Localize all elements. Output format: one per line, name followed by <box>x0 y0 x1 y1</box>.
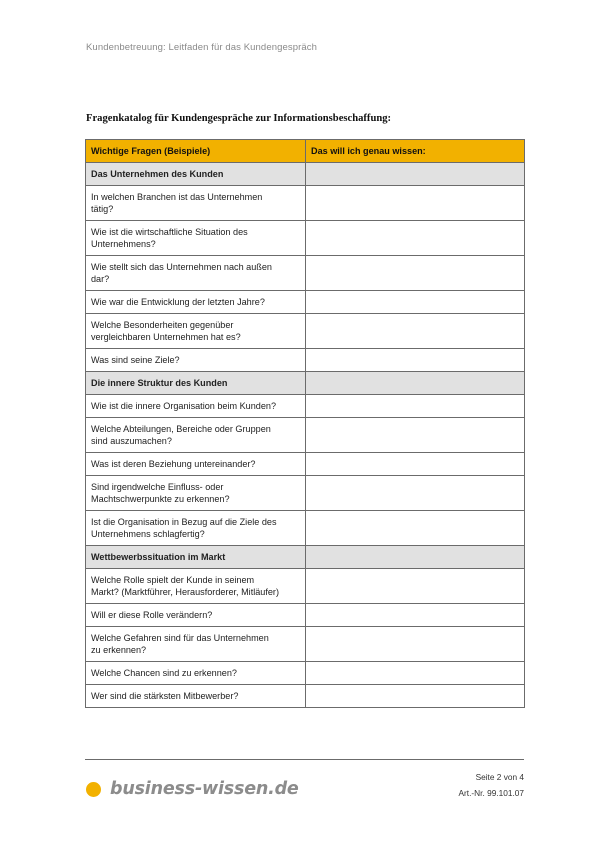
question-row <box>86 395 525 418</box>
question-row <box>86 627 525 662</box>
question-text: Was ist deren Beziehung untereinander? <box>86 453 306 476</box>
section-heading: Das Unternehmen des Kunden <box>86 163 306 186</box>
question-row <box>86 256 525 291</box>
question-text: Wie war die Entwicklung der letzten Jahre? <box>86 291 306 314</box>
answer-cell[interactable] <box>306 186 525 221</box>
article-number: Art.-Nr. 99.101.07 <box>458 788 524 798</box>
question-row <box>86 186 525 221</box>
question-text: Wie ist die innere Organisation beim Kunden? <box>86 395 306 418</box>
answer-cell[interactable] <box>306 418 525 453</box>
question-row <box>86 453 525 476</box>
logo-dot-icon <box>86 782 101 797</box>
answer-cell[interactable] <box>306 685 525 708</box>
section-row <box>86 372 525 395</box>
question-row <box>86 569 525 604</box>
section-heading: Wettbewerbssituation im Markt <box>86 546 306 569</box>
question-text: Wie ist die wirtschaftliche Situation des Unternehmens? <box>86 221 306 256</box>
answer-cell[interactable] <box>306 476 525 511</box>
question-text: Welche Chancen sind zu erkennen? <box>86 662 306 685</box>
question-text: Welche Besonderheiten gegenüber vergleichbaren Unternehmen hat es? <box>86 314 306 349</box>
question-text: Wie stellt sich das Unternehmen nach außen dar? <box>86 256 306 291</box>
question-row <box>86 685 525 708</box>
question-text: Was sind seine Ziele? <box>86 349 306 372</box>
question-row <box>86 221 525 256</box>
question-text: Ist die Organisation in Bezug auf die Ziele des Unternehmens schlagfertig? <box>86 511 306 546</box>
answer-cell[interactable] <box>306 662 525 685</box>
answer-cell[interactable] <box>306 569 525 604</box>
column-header-questions: Wichtige Fragen (Beispiele) <box>86 140 306 163</box>
question-text: Welche Gefahren sind für das Unternehmen zu erkennen? <box>86 627 306 662</box>
question-text: Will er diese Rolle verändern? <box>86 604 306 627</box>
answer-cell[interactable] <box>306 627 525 662</box>
section-answer-cell <box>306 546 525 569</box>
answer-cell[interactable] <box>306 221 525 256</box>
question-row <box>86 662 525 685</box>
question-text: In welchen Branchen ist das Unternehmen tätig? <box>86 186 306 221</box>
running-header: Kundenbetreuung: Leitfaden für das Kundengespräch <box>86 42 317 53</box>
question-row <box>86 291 525 314</box>
column-header-answers: Das will ich genau wissen: <box>306 140 525 163</box>
answer-cell[interactable] <box>306 256 525 291</box>
section-heading: Die innere Struktur des Kunden <box>86 372 306 395</box>
brand-logo <box>86 778 299 800</box>
question-row <box>86 418 525 453</box>
answer-cell[interactable] <box>306 291 525 314</box>
question-row <box>86 349 525 372</box>
question-row <box>86 476 525 511</box>
question-text: Welche Rolle spielt der Kunde in seinem Markt? (Marktführer, Herausforderer, Mitläufer) <box>86 569 306 604</box>
question-text: Welche Abteilungen, Bereiche oder Gruppen sind auszumachen? <box>86 418 306 453</box>
section-row <box>86 163 525 186</box>
section-answer-cell <box>306 163 525 186</box>
document-title: Fragenkatalog für Kundengespräche zur Informationsbeschaffung: <box>86 113 392 124</box>
answer-cell[interactable] <box>306 511 525 546</box>
question-row <box>86 511 525 546</box>
question-row <box>86 604 525 627</box>
question-row <box>86 314 525 349</box>
section-row <box>86 546 525 569</box>
question-catalog-table <box>85 139 525 708</box>
table-body <box>86 163 525 708</box>
question-text: Sind irgendwelche Einfluss- oder Machtschwerpunkte zu erkennen? <box>86 476 306 511</box>
page-number: Seite 2 von 4 <box>475 772 524 782</box>
answer-cell[interactable] <box>306 349 525 372</box>
footer-divider <box>85 759 524 760</box>
logo-wordmark: business-wissen.de <box>110 779 299 799</box>
answer-cell[interactable] <box>306 314 525 349</box>
table-header-row <box>86 140 525 163</box>
answer-cell[interactable] <box>306 395 525 418</box>
answer-cell[interactable] <box>306 453 525 476</box>
question-text: Wer sind die stärksten Mitbewerber? <box>86 685 306 708</box>
section-answer-cell <box>306 372 525 395</box>
answer-cell[interactable] <box>306 604 525 627</box>
